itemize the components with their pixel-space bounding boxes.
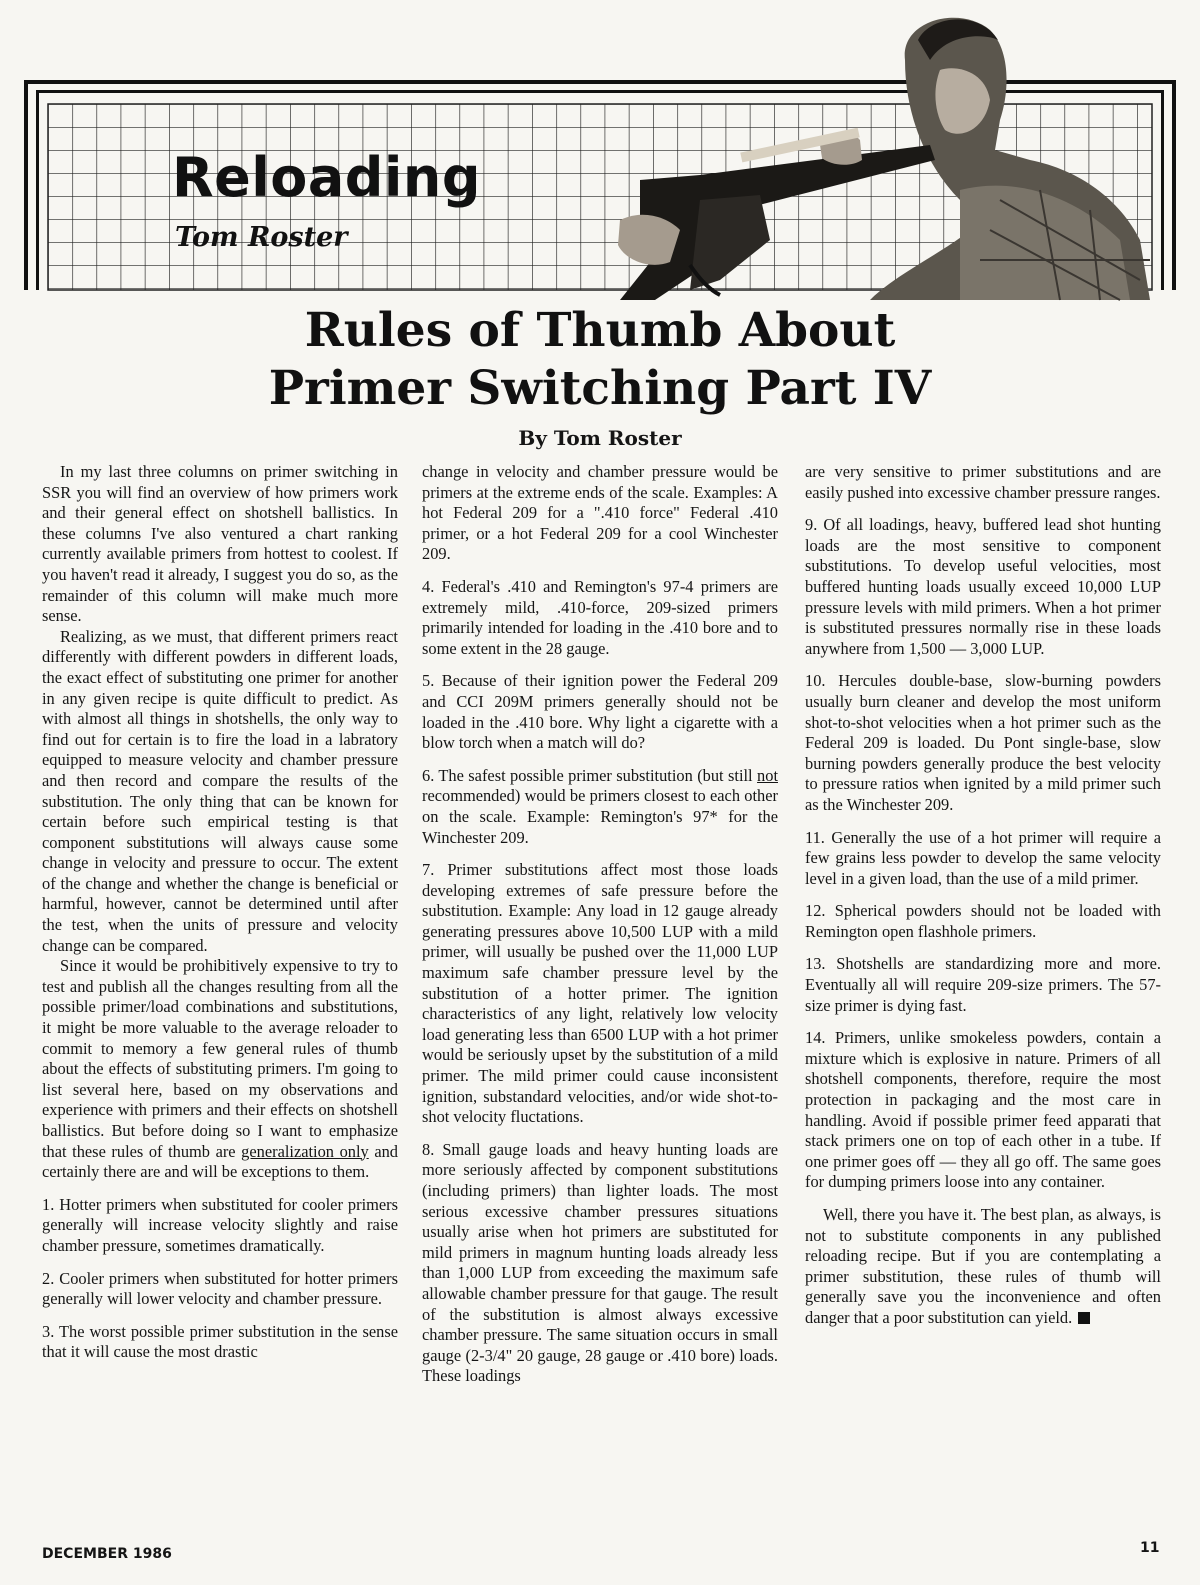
text-column-3 [805,462,1161,1329]
paragraph-text: Well, there you have it. The best plan, as always, is not to substitute components in any published reloading recipe. But if you are contemplating a primer substitution, these rules of thumb will generally save you the inconvenience and often danger that a poor substitution can yield. [805,1205,1161,1327]
rule-item: 3. The worst possible primer substitution in the sense that it will cause the most drastic [42,1321,398,1362]
rule-item: 12. Spherical powders should not be loaded with Remington open flashhole primers. [805,901,1161,941]
rule-item: 11. Generally the use of a hot primer will require a few grains less powder to develop the same velocity level in a given load, than the use of a mild primer. [805,827,1161,888]
text-column-1 [42,462,398,1375]
paragraph [42,956,398,1183]
paragraph: In my last three columns on primer switching in SSR you will find an overview of how primers work and their general effect on shotshell ballistics. In these columns I've also ventured a chart ranking currently available primers from hottest to coolest. If you haven't read it already, I suggest you do so, as the remainder of this column will make much more sense. [42,462,398,626]
closing-paragraph [805,1205,1161,1329]
paragraph: change in velocity and chamber pressure would be primers at the extreme ends of the scale. Examples: A hot Federal 209 for a ".410 force" Federal .410 primer, or a hot Federal 209 for a cool Winchester 209. [422,462,778,564]
paragraph: are very sensitive to primer substitutions and are easily pushed into excessive chamber pressure ranges. [805,462,1161,502]
paragraph-text: recommended) would be primers closest to each other on the scale. Example: Remington's 97* for the Winchester 209. [422,786,778,847]
rule-item: 9. Of all loadings, heavy, buffered lead shot hunting loads are the most sensitive to component substitutions. To develop useful velocities, most buffered hunting loads usually exceed 10,000 LUP pressure levels with mild primers. When a hot primer is substituted pressures normally rise in these loads anywhere from 1,500 — 3,000 LUP. [805,515,1161,658]
article-title [100,302,1100,418]
rule-item: 2. Cooler primers when substituted for hotter primers generally will lower velocity and chamber pressure. [42,1268,398,1309]
paragraph: Realizing, as we must, that different primers react differently with different powders in different loads, the exact effect of substituting one primer for another in any given recipe is quite difficult to predict. As with almost all things in shotshells, the only way to find out for certain is to fire the load in a labratory equipped to measure velocity and chamber pressure and then record and compare the results of the substitution. The only thing that can be known for certain before such empirical testing is that component substitutions will always cause some change in velocity and pressure to occur. The extent of the change and whether the change is beneficial or harmful, however, cannot be determined until after the test, when the units of pressure and velocity change can be compared. [42,626,398,955]
paragraph-text: 6. The safest possible primer substitution (but still [422,765,753,785]
article-title-line2: Primer Switching Part IV [268,361,932,416]
text-column-2 [422,462,778,1399]
rule-item: 5. Because of their ignition power the Federal 209 and CCI 209M primers generally should not be loaded in the .410 bore. Why light a cigarette with a blow torch when a match will do? [422,671,778,753]
underlined-word: not [757,765,778,785]
rule-item: 1. Hotter primers when substituted for cooler primers generally will increase velocity slightly and raise chamber pressure, sometimes dramatically. [42,1194,398,1255]
column-author-signature: Tom Roster [175,222,348,253]
article-title-line1: Rules of Thumb About [304,303,896,358]
paragraph-text: Since it would be prohibitively expensive to try to test and publish all the changes resulting from all the possible primer/load combinations and substitutions, it might be more valuable to the average reloader to commit to memory a few general rules of thumb about the effects of substituting primers. I'm going to list several here, based on my observations and experience with primers and their effects on shotshell ballistics. But before doing so I want to emphasize that these rules of thumb are [42,956,398,1161]
underlined-phrase: generalization only [241,1141,369,1161]
issue-date: DECEMBER 1986 [42,1546,172,1562]
page-number: 11 [1140,1540,1160,1556]
rule-item: 4. Federal's .410 and Remington's 97-4 primers are extremely mild, .410-force, 209-sized primers primarily intended for loading in the .410 bore and to some extent in the 28 gauge. [422,576,778,658]
rule-item: 13. Shotshells are standardizing more and more. Eventually all will require 209-size primers. The 57-size primer is dying fast. [805,954,1161,1015]
rule-item [422,766,778,848]
article-byline: By Tom Roster [518,426,682,450]
column-title: Reloading [172,146,482,209]
end-mark-icon [1078,1312,1090,1324]
rule-item: 7. Primer substitutions affect most those loads developing extremes of safe pressure before the substitution. Example: Any load in 12 gauge already generating pressures above 10,500 LUP with a mild primer, will usually be pushed over the 11,000 LUP maximum safe chamber pressure level by the substitution of a hotter primer. The ignition characteristics of any light, relatively low velocity load generating less than 6500 LUP with a hot primer would be seriously upset by the substitution of a mild primer. The mild primer could cause inconsistent ignition, substandard velocities, and/or wide shot-to-shot velocity fluctations. [422,860,778,1127]
rule-item: 10. Hercules double-base, slow-burning powders usually burn cleaner and develop the most uniform shot-to-shot velocities when a hot primer such as the Federal 209 is loaded. Du Pont single-base, slow burning powders generally produce the best velocity to pressure ratios when ignited by a mild primer such as the Winchester 209. [805,671,1161,814]
paragraph-text: and certainly there are and will be exceptions to them. [42,1141,398,1182]
rule-item: 8. Small gauge loads and heavy hunting loads are more seriously affected by component substitutions (including primers) than lighter loads. The most serious excessive chamber pressures situations usually arise when hot primers are substituted for mild primers in magnum hunting loads already less than 1,000 LUP from exceeding the maximum safe allowable chamber pressure for that gauge. The result of the substitution is almost always excessive chamber pressure. The same situation occurs in small gauge (2-3/4" 20 gauge, 28 gauge or .410 bore) loads. These loadings [422,1139,778,1386]
rule-item: 14. Primers, unlike smokeless powders, contain a mixture which is explosive in nature. Primers of all shotshell components, therefore, require the most protection in packaging and the most care in handling. Avoid if possible primer feed apparati that stack primers one on top of each other in a tube. If one primer goes off — they all go off. The same goes for dumping primers loose into any container. [805,1028,1161,1192]
